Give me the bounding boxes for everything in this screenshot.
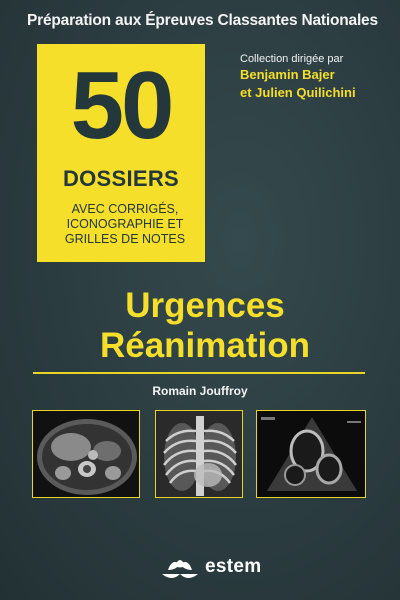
dossiers-box <box>37 44 205 262</box>
director-name: Benjamin Bajer <box>240 67 335 82</box>
author-name: Romain Jouffroy <box>152 384 248 398</box>
dossier-count: 50 <box>70 52 172 159</box>
title-divider <box>33 372 365 374</box>
dossiers-description <box>45 202 205 247</box>
book-title <box>60 286 350 366</box>
collection-label: Collection dirigée par <box>240 53 344 65</box>
description-line: AVEC CORRIGÉS, <box>71 202 179 216</box>
dossiers-label: DOSSIERS <box>62 166 180 191</box>
description-line: GRILLES DE NOTES <box>64 232 186 246</box>
collection-directors <box>240 66 390 102</box>
ct-scan-image <box>32 410 140 498</box>
chest-xray-image <box>155 410 243 498</box>
title-line: Urgences <box>125 286 285 325</box>
echocardiogram-image <box>256 410 366 498</box>
director-name: et Julien Quilichini <box>240 85 356 100</box>
series-title: Préparation aux Épreuves Classantes Nationales <box>27 12 378 29</box>
title-line: Réanimation <box>99 326 311 365</box>
description-line: ICONOGRAPHIE ET <box>66 217 184 231</box>
publisher-name: estem <box>205 556 262 577</box>
